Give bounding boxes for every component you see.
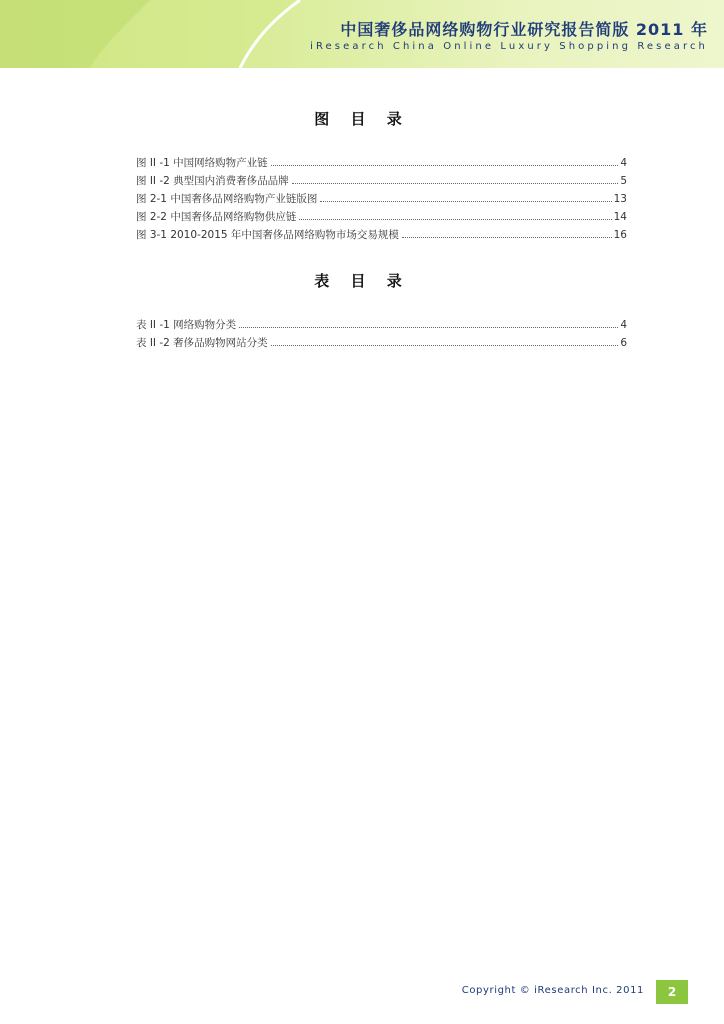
- toc-entry[interactable]: [136, 225, 627, 243]
- report-title: 中国奢侈品网络购物行业研究报告简版 2011 年: [340, 20, 708, 39]
- copyright-notice: Copyright © iResearch Inc. 2011: [461, 985, 644, 996]
- dot-leader: [402, 225, 612, 238]
- toc-entry-page: 13: [613, 193, 627, 205]
- toc-entry[interactable]: [136, 171, 627, 189]
- toc-entry-label: 图 II -2 典型国内消费奢侈品品牌: [136, 175, 289, 187]
- dot-leader: [299, 207, 611, 220]
- dot-leader: [292, 171, 619, 184]
- toc-entry-label: 表 II -2 奢侈品购物网站分类: [136, 337, 268, 349]
- page-number-badge: 2: [656, 980, 688, 1004]
- toc-entry-page: 4: [620, 157, 627, 169]
- toc-entry[interactable]: [136, 189, 627, 207]
- figure-list: [136, 153, 627, 243]
- toc-entry[interactable]: [136, 153, 627, 171]
- toc-entry-page: 5: [620, 175, 627, 187]
- toc-entry[interactable]: [136, 207, 627, 225]
- toc-entry-label: 图 II -1 中国网络购物产业链: [136, 157, 268, 169]
- report-subtitle: iResearch China Online Luxury Shopping Research: [310, 41, 708, 52]
- toc-entry-page: 6: [620, 337, 627, 349]
- figure-list-title: 图 目 录: [314, 110, 410, 128]
- dot-leader: [320, 189, 611, 202]
- toc-entry-page: 4: [620, 319, 627, 331]
- toc-entry-label: 图 3-1 2010-2015 年中国奢侈品网络购物市场交易规模: [136, 229, 399, 241]
- toc-entry-page: 16: [613, 229, 627, 241]
- toc-entry-label: 表 II -1 网络购物分类: [136, 319, 237, 331]
- toc-entry-label: 图 2-1 中国奢侈品网络购物产业链版图: [136, 193, 318, 205]
- dot-leader: [271, 153, 619, 166]
- toc-entry-label: 图 2-2 中国奢侈品网络购物供应链: [136, 211, 297, 223]
- header-band: [0, 0, 724, 68]
- dot-leader: [239, 315, 618, 328]
- table-list-title: 表 目 录: [314, 272, 410, 290]
- dot-leader: [271, 333, 619, 346]
- toc-entry[interactable]: [136, 315, 627, 333]
- table-list: [136, 315, 627, 351]
- toc-entry-page: 14: [613, 211, 627, 223]
- toc-entry[interactable]: [136, 333, 627, 351]
